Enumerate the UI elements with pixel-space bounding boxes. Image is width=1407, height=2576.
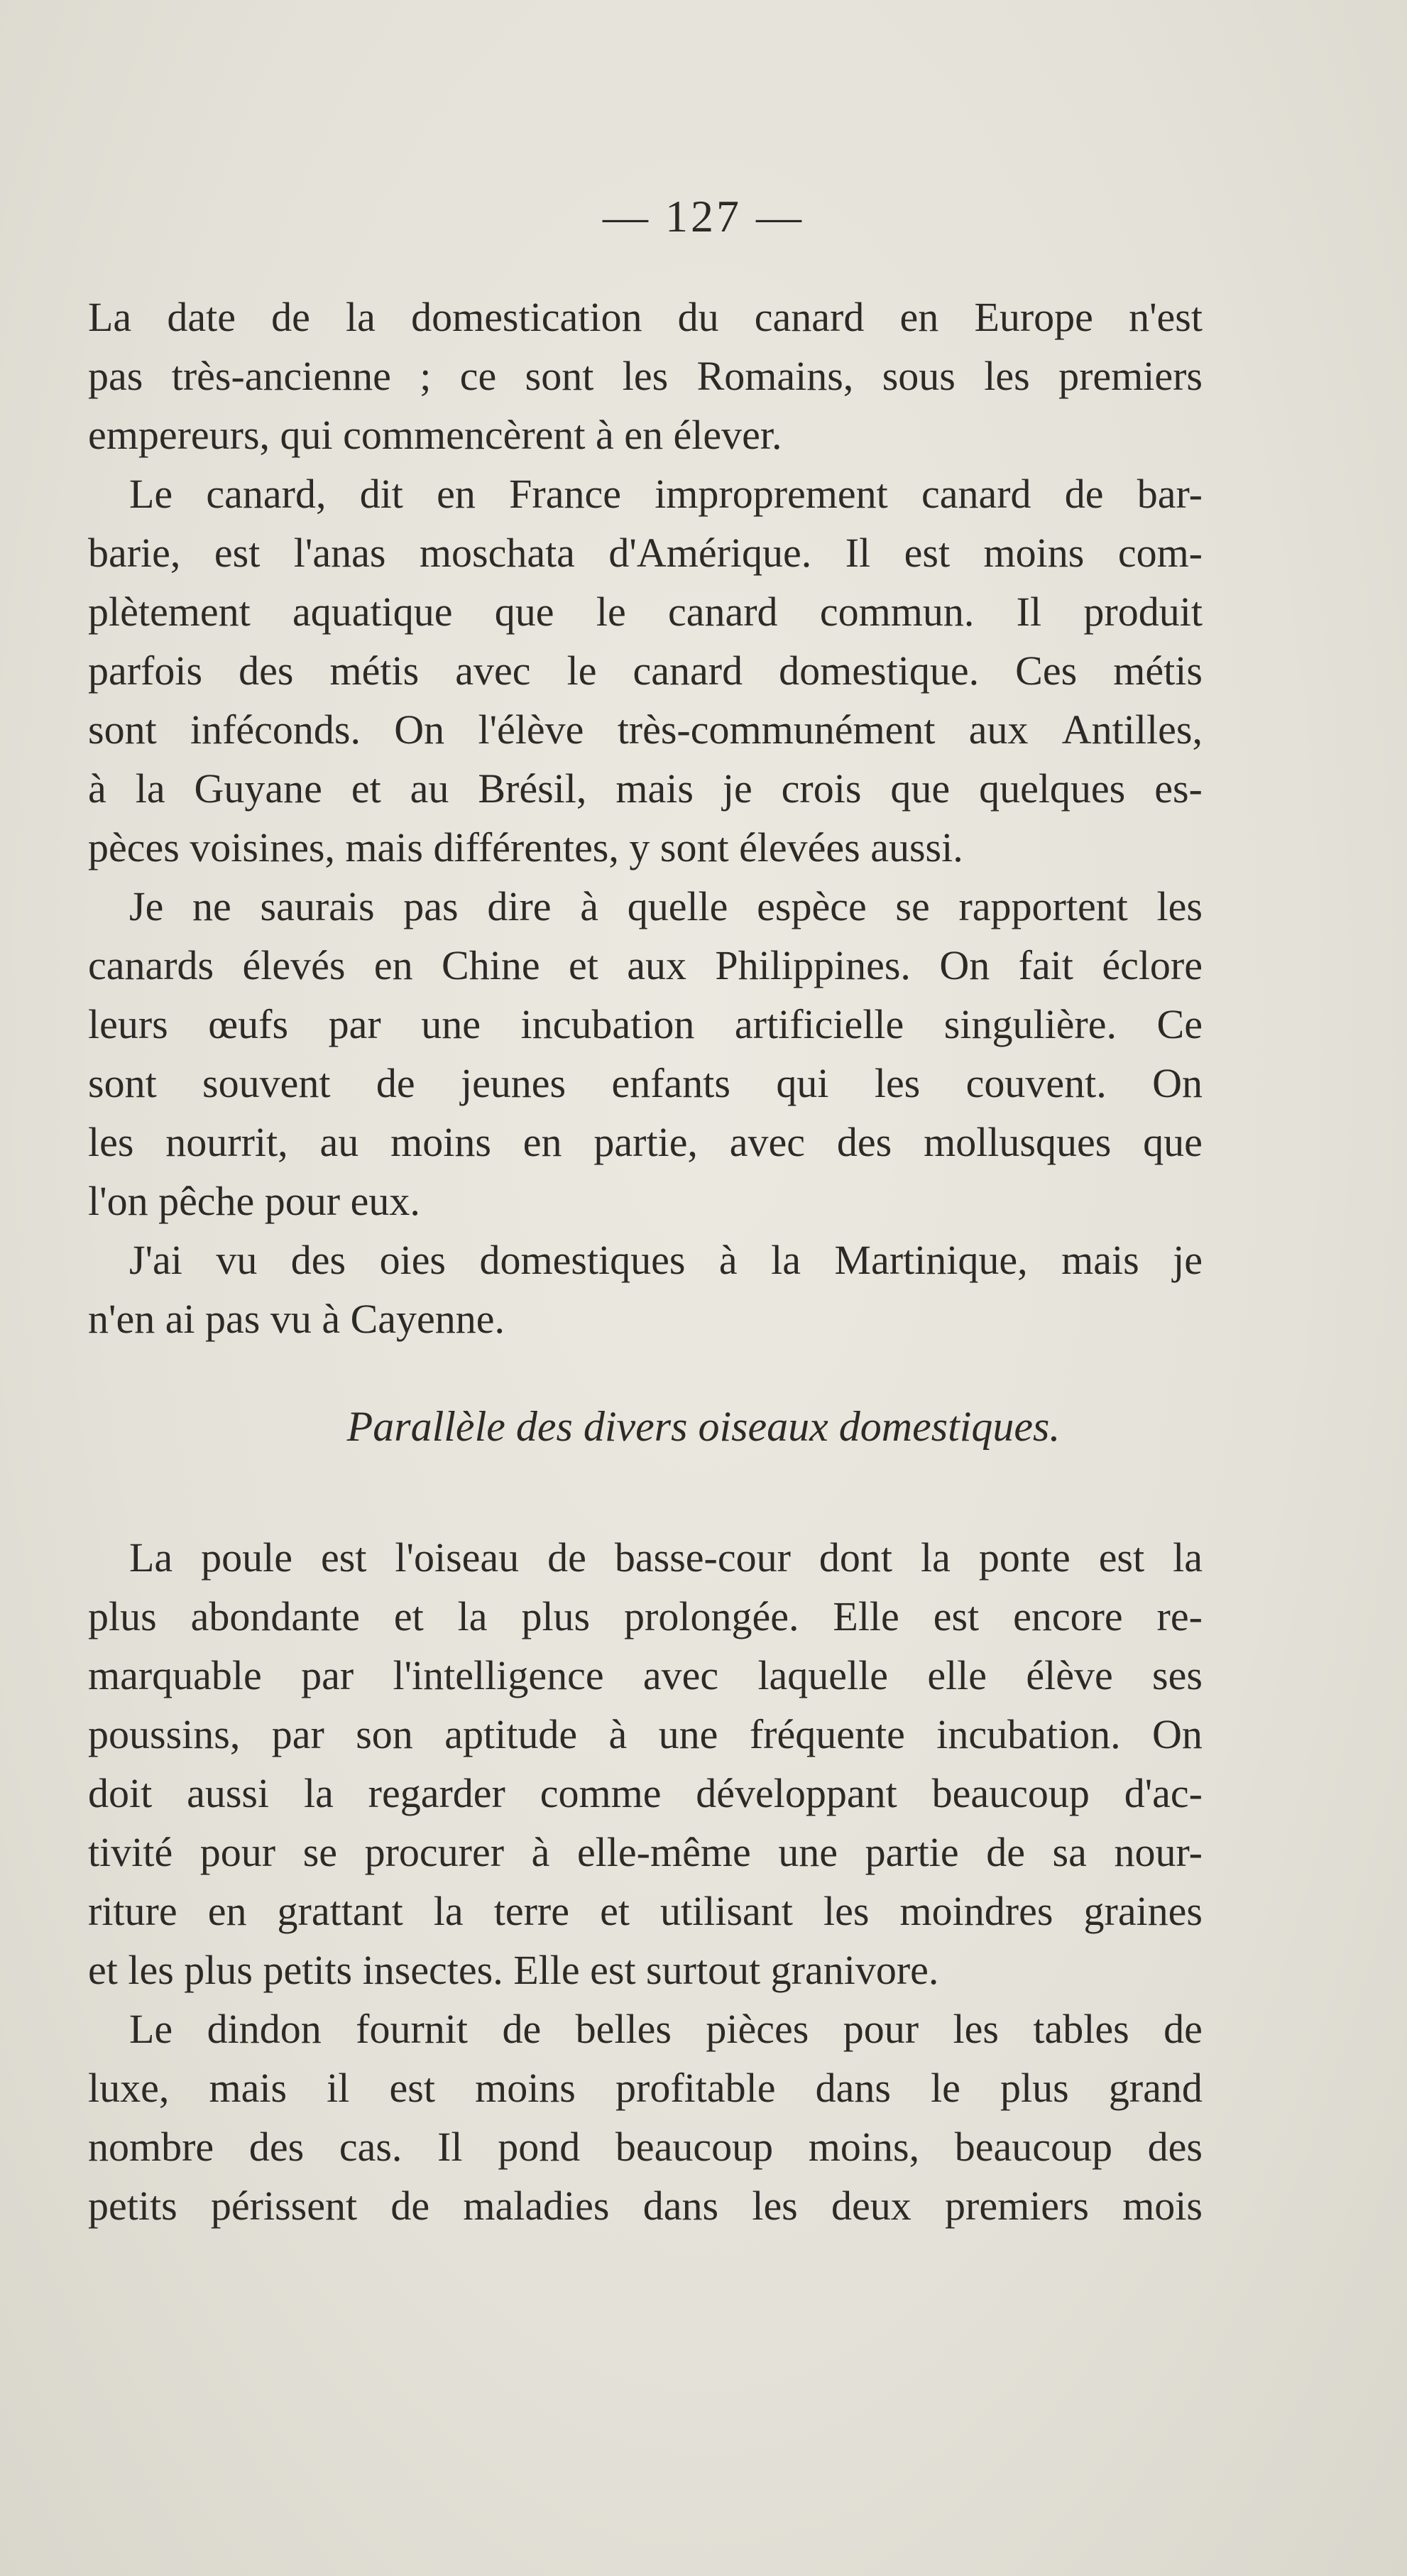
word: pas [403,883,459,929]
word: mois [1122,2183,1203,2229]
text-line [88,1882,1203,1941]
word: de [986,1829,1025,1875]
word: métis [329,648,420,694]
word: de [1064,471,1104,517]
word: la [433,1888,464,1934]
word: moins, [808,2124,920,2170]
word: moins [390,1119,491,1165]
word: des [1147,2124,1203,2170]
word: On [394,706,445,753]
word: les [953,2006,999,2052]
word: fait [1018,942,1073,988]
word: artificielle [734,1001,904,1047]
word: les [874,1060,921,1106]
word: canard [668,589,778,635]
word: grand [1108,2065,1203,2111]
word: commun. [819,589,975,635]
word: nour- [1114,1829,1203,1875]
word: la [1173,1534,1203,1581]
word: les [984,353,1030,399]
word: une [658,1711,718,1757]
word: On [939,942,990,988]
word: Martinique, [834,1237,1028,1283]
word: des [290,1237,346,1283]
word: On [1152,1060,1203,1106]
word: son [356,1711,413,1757]
word: les [1156,883,1203,929]
text-line [88,1823,1203,1882]
word: Il [845,530,871,576]
word: es- [1154,765,1203,812]
word: au [319,1119,359,1165]
text-section-domestication [88,288,1203,1348]
word: oies [379,1237,447,1283]
word: espèce [757,883,867,929]
word: des [836,1119,892,1165]
text-line [88,759,1203,818]
word: de [502,2006,542,2052]
word: une [421,1001,481,1047]
word: Philippines. [715,942,911,988]
word: en [207,1888,247,1934]
word: aux [968,706,1029,753]
word: premiers [1058,353,1203,399]
word: l'anas [293,530,386,576]
word: poussins, [88,1711,241,1757]
word: pour [843,2006,919,2052]
word: domestication [411,294,642,340]
word: le [566,648,597,694]
word: élève [1026,1652,1113,1698]
text-line [88,1764,1203,1823]
word: aquatique [292,589,453,635]
word: sont [88,706,157,753]
word: domestique. [779,648,980,694]
word: plus [521,1593,591,1639]
word: dont [819,1534,893,1581]
word: à [580,883,598,929]
word: dit [359,471,403,517]
word: pièces [706,2006,809,2052]
word: en [522,1119,562,1165]
word: aux [627,942,686,988]
word: aussi [187,1770,270,1816]
word: éclore [1102,942,1203,988]
word: je [1173,1237,1203,1283]
page-number: — 127 — [603,191,804,241]
word: fournit [356,2006,469,2052]
word: quelle [627,883,728,929]
text-line [88,346,1203,405]
text-line [88,1230,1203,1289]
word: le [596,589,626,635]
word: graines [1083,1888,1203,1934]
text-line [88,464,1203,523]
word: d'ac- [1124,1770,1203,1816]
word: cas. [339,2124,403,2170]
word: n'est [1129,294,1203,340]
word: et [568,942,598,988]
word: crois [781,765,862,812]
word: canard, [206,471,327,517]
word: la [346,294,376,340]
word: mais [209,2065,288,2111]
word: fréquente [749,1711,905,1757]
text-line: l'on pêche pour eux. [88,1178,420,1224]
text-line [88,1705,1203,1764]
word: re- [1156,1593,1203,1639]
text-line [88,1646,1203,1705]
text-section-comparison [88,1528,1203,2235]
word: canards [88,942,214,988]
word: par [328,1001,381,1047]
word: sous [882,353,956,399]
word: terre [493,1888,569,1934]
word: couvent. [965,1060,1107,1106]
word: par [271,1711,324,1757]
word: moschata [419,530,575,576]
word: encore [1013,1593,1123,1639]
word: de [376,1060,415,1106]
word: regarder [368,1770,505,1816]
word: dans [815,2065,891,2111]
word: Je [129,883,164,929]
word: plètement [88,589,251,635]
word: luxe, [88,2065,170,2111]
word: nourrit, [165,1119,288,1165]
word: domestiques [479,1237,686,1283]
word: des [248,2124,305,2170]
word: riture [88,1888,177,1934]
word: Il [1016,589,1042,635]
word: de [390,2183,430,2229]
word: France [509,471,621,517]
word: procurer [364,1829,505,1875]
word: elle-même [576,1829,751,1875]
word: premiers [945,2183,1089,2229]
word: mais [1061,1237,1139,1283]
word: est [904,530,951,576]
word: des [239,648,294,694]
word: à [718,1237,738,1283]
word: périssent [210,2183,358,2229]
word: quelques [979,765,1126,812]
word: ponte [978,1534,1071,1581]
word: œufs [208,1001,289,1047]
word: Chine [442,942,540,988]
word: et [393,1593,424,1639]
word: en [373,942,413,988]
word: ce [459,353,497,399]
word: deux [831,2183,911,2229]
word: partie [865,1829,959,1875]
word: une [778,1829,838,1875]
word: elle [927,1652,987,1698]
word: beaucoup [954,2124,1112,2170]
word: beaucoup [615,2124,774,2170]
text-line [88,1587,1203,1646]
word: parfois [88,648,203,694]
word: que [890,765,951,812]
word: pour [199,1829,276,1875]
word: en [899,294,939,340]
word: Le [129,471,173,517]
word: de [271,294,310,340]
text-line [88,582,1203,641]
word: et [600,1888,630,1934]
word: Europe [974,294,1093,340]
word: se [895,883,930,929]
word: vu [216,1237,258,1283]
word: et [351,765,381,812]
word: de [1164,2006,1203,2052]
word: la [771,1237,801,1283]
word: saurais [260,883,375,929]
word: leurs [88,1001,168,1047]
word: la [135,765,165,812]
word: Elle [833,1593,899,1639]
word: moins [475,2065,576,2111]
word: très-ancienne [171,353,391,399]
word: la [921,1534,951,1581]
word: l'intelligence [393,1652,604,1698]
word: enfants [611,1060,730,1106]
word: dans [642,2183,719,2229]
word: Guyane [194,765,322,812]
text-line: empereurs, qui commencèrent à en élever. [88,412,782,458]
word: l'oiseau [395,1534,520,1581]
word: élevés [242,942,346,988]
word: il [327,2065,350,2111]
word: la [303,1770,334,1816]
word: marquable [88,1652,262,1698]
word: l'élève [478,706,584,753]
word: petits [88,2183,177,2229]
word: qui [776,1060,829,1106]
word: est [321,1534,367,1581]
word: Ce [1156,1001,1203,1047]
word: par [301,1652,354,1698]
word: à [531,1829,550,1875]
word: est [214,530,261,576]
word: partie, [593,1119,698,1165]
text-line: et les plus petits insectes. Elle est surtout granivore. [88,1947,939,1993]
word: mollusques [924,1119,1112,1165]
word: rapportent [958,883,1128,929]
word: sont [88,1060,157,1106]
word: est [389,2065,435,2111]
word: à [608,1711,628,1757]
word: est [933,1593,980,1639]
word: avec [642,1652,719,1698]
word: sa [1052,1829,1087,1875]
text-line [88,2176,1203,2235]
word: canard [754,294,865,340]
word: plus [88,1593,157,1639]
word: tables [1033,2006,1129,2052]
word: canard [921,471,1031,517]
word: ; [420,353,432,399]
text-line [88,523,1203,582]
word: moins [983,530,1085,576]
word: abondante [190,1593,360,1639]
word: que [1143,1119,1203,1165]
word: produit [1083,589,1203,635]
text-line [88,700,1203,759]
word: les [752,2183,798,2229]
text-line [88,2058,1203,2117]
word: La [129,1534,173,1581]
word: ses [1152,1652,1203,1698]
word: développant [696,1770,897,1816]
word: maladies [463,2183,610,2229]
word: d'Amérique. [608,530,812,576]
word: laquelle [757,1652,889,1698]
word: très-communément [617,706,936,753]
word: plus [1000,2065,1069,2111]
word: pas [88,353,143,399]
word: les [88,1119,134,1165]
text-line [88,1113,1203,1172]
word: pond [498,2124,581,2170]
word: Ces [1015,648,1078,694]
word: Le [129,2006,173,2052]
word: avec [729,1119,806,1165]
word: en [437,471,476,517]
word: du [677,294,719,340]
text-line: n'en ai pas vu à Cayenne. [88,1296,505,1342]
word: Il [437,2124,463,2170]
word: comme [540,1770,662,1816]
word: com- [1117,530,1203,576]
word: nombre [88,2124,214,2170]
text-line [88,288,1203,346]
word: mais [615,765,694,812]
word: est [1098,1534,1145,1581]
word: la [457,1593,488,1639]
word: date [167,294,236,340]
word: métis [1113,648,1203,694]
word: incubation. [936,1711,1121,1757]
section-heading: Parallèle des divers oiseaux domestiques. [346,1403,1061,1450]
word: ne [192,883,231,929]
word: dire [487,883,552,929]
word: singulière. [943,1001,1117,1047]
text-line [88,1054,1203,1113]
word: La [88,294,132,340]
text-line [88,1999,1203,2058]
text-line [88,877,1203,936]
word: tivité [88,1829,173,1875]
word: au [410,765,449,812]
word: souvent [202,1060,331,1106]
word: barie, [88,530,181,576]
word: basse-cour [614,1534,791,1581]
text-line [88,641,1203,700]
word: poule [201,1534,293,1581]
text-line [88,995,1203,1054]
word: jeunes [460,1060,566,1106]
word: incubation [520,1001,695,1047]
word: inféconds. [190,706,361,753]
word: canard [633,648,743,694]
word: je [722,765,752,812]
word: le [931,2065,960,2111]
word: dindon [207,2006,322,2052]
word: bar- [1137,471,1203,517]
word: J'ai [129,1237,182,1283]
word: sont [525,353,594,399]
word: improprement [655,471,888,517]
word: belles [575,2006,672,2052]
word: grattant [277,1888,403,1934]
word: doit [88,1770,153,1816]
word: Antilles, [1061,706,1203,753]
word: Romains, [696,353,854,399]
word: que [494,589,554,635]
word: les [823,1888,870,1934]
text-line [88,936,1203,995]
word: à [88,765,106,812]
word: se [302,1829,338,1875]
word: utilisant [660,1888,793,1934]
word: moindres [899,1888,1053,1934]
word: avec [455,648,531,694]
word: beaucoup [931,1770,1090,1816]
word: de [547,1534,586,1581]
word: prolongée. [624,1593,799,1639]
word: aptitude [444,1711,578,1757]
word: les [622,353,669,399]
text-line: pèces voisines, mais différentes, y sont élevées aussi. [88,824,963,871]
word: profitable [615,2065,776,2111]
word: Brésil, [478,765,587,812]
text-line [88,2117,1203,2176]
text-line [88,1528,1203,1587]
word: On [1152,1711,1203,1757]
